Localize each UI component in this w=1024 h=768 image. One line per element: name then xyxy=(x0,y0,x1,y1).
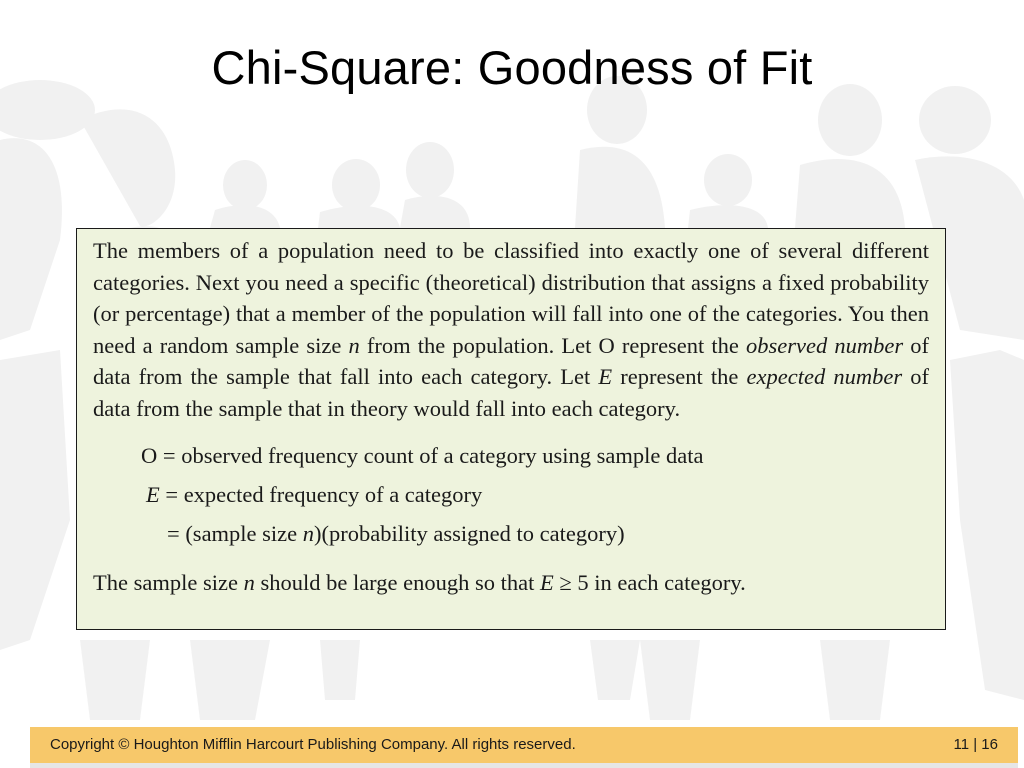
definitions xyxy=(93,436,929,553)
footer-shadow xyxy=(30,763,1018,768)
formula-part-b: )(probability assigned to category) xyxy=(314,521,625,546)
paragraph-italic-run: E xyxy=(598,364,613,389)
rule-e-symbol: E xyxy=(540,570,554,595)
paragraph-text-run: The members of a population need to be classified into exactly one of several different categories. Next you need a specific (theoretical) distribution that assigns a fixed probability (or percentage) that a member of the population will fall into one of the categories. You then need a random sample size xyxy=(93,238,929,358)
sample-size-rule xyxy=(93,567,929,598)
rule-part-c: ≥ 5 in each category. xyxy=(553,570,746,595)
footer-bar xyxy=(30,727,1018,763)
definition-observed-text: O = observed frequency count of a category using sample data xyxy=(141,443,704,468)
definition-observed xyxy=(93,436,929,475)
copyright-notice: Copyright © Houghton Mifflin Harcourt Publishing Company. All rights reserved. xyxy=(50,736,576,753)
slide-title: Chi-Square: Goodness of Fit xyxy=(211,41,813,94)
expected-symbol: E xyxy=(146,482,160,507)
definition-box xyxy=(76,228,946,630)
paragraph-text-run: of data from the sample that in theory would fall into each category. xyxy=(93,364,929,421)
paragraph-text-run: of data from the sample that fall into each category. Let xyxy=(93,332,930,389)
definition-expected-formula xyxy=(93,514,929,553)
paragraph-italic-run: observed number xyxy=(746,332,904,358)
rule-part-a: The sample size xyxy=(93,570,244,595)
formula-n-symbol: n xyxy=(302,521,315,546)
definition-expected-text: = expected frequency of a category xyxy=(159,482,483,507)
paragraph-italic-run: n xyxy=(348,332,360,358)
page-number: 11 | 16 xyxy=(953,736,998,753)
rule-part-b: should be large enough so that xyxy=(254,570,540,595)
paragraph-text-run: from the population. Let O represent the xyxy=(359,332,747,358)
paragraph-italic-run: expected number xyxy=(746,364,903,389)
paragraph-text-run: represent the xyxy=(612,364,747,389)
description-paragraph xyxy=(93,235,929,424)
rule-n-symbol: n xyxy=(243,570,255,595)
definition-expected xyxy=(93,475,929,514)
formula-part-a: = (sample size xyxy=(167,521,303,546)
